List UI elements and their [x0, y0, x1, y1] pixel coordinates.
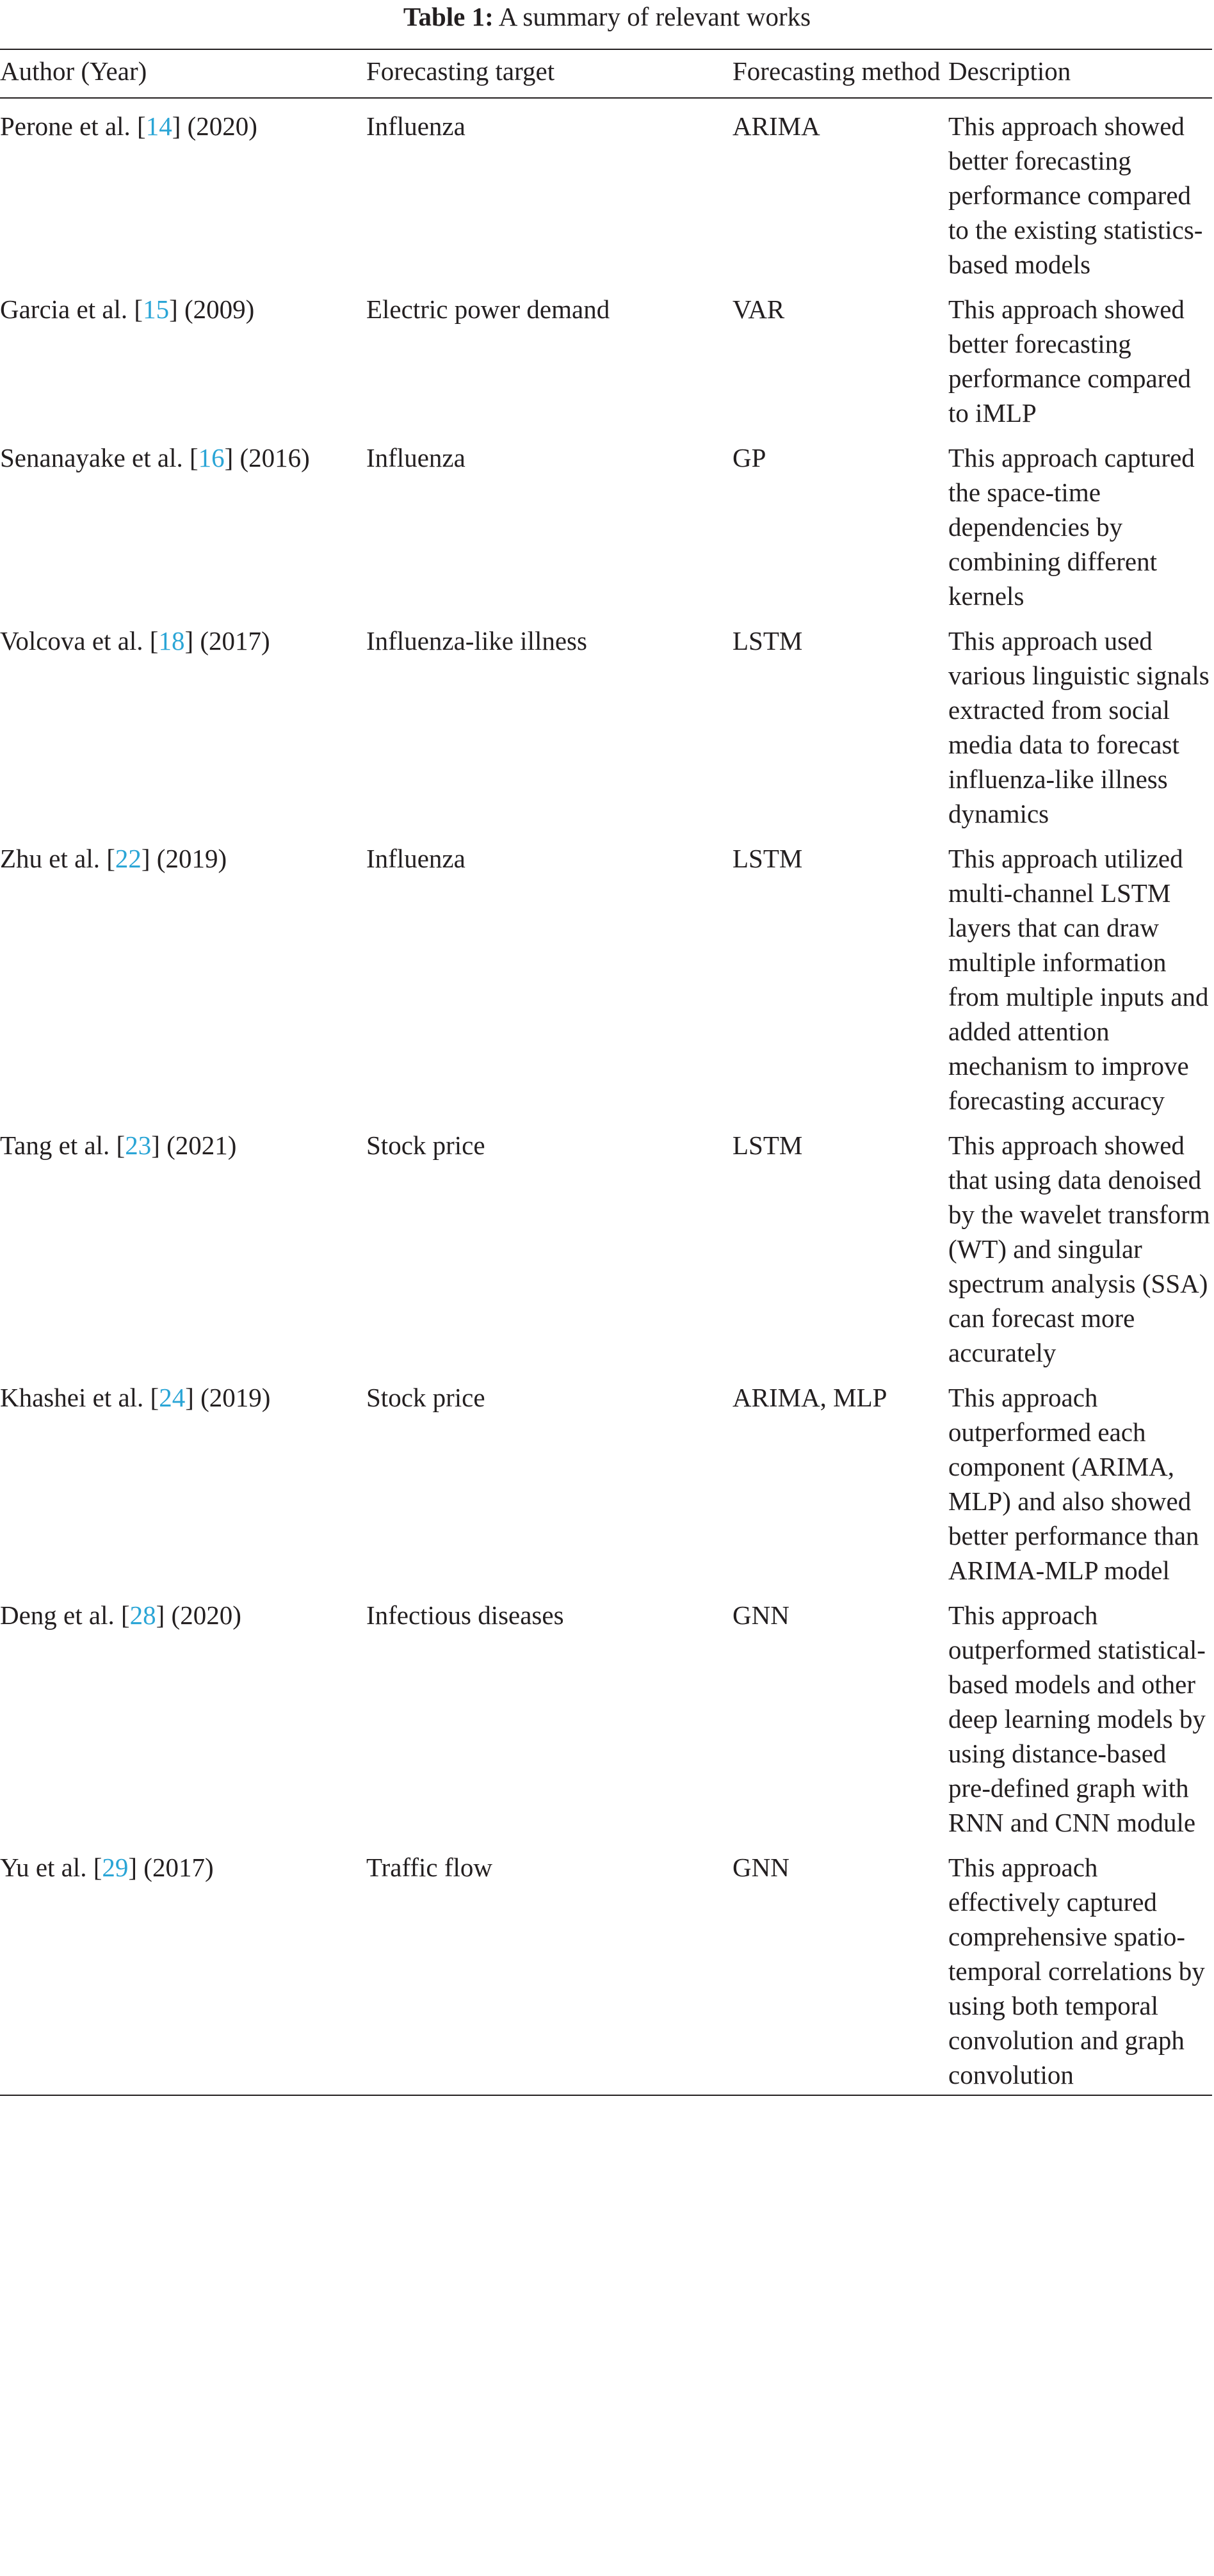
relevant-works-table [0, 49, 1212, 2096]
cell-forecasting-method: ARIMA [732, 111, 820, 141]
cell-forecasting-method: LSTM [732, 1131, 803, 1160]
cell-forecasting-target: Traffic flow [366, 1853, 493, 1882]
cell-description: This approach showed that using data denoised by the wavelet transform (WT) and singular spectrum analysis (SSA) can forecast more accurately [948, 1131, 1210, 1367]
table-row [0, 430, 1212, 613]
table-row [0, 1118, 1212, 1370]
cell-forecasting-target: Infectious diseases [366, 1600, 564, 1630]
cell-author-year [0, 430, 366, 613]
cell-forecasting-target: Influenza [366, 443, 465, 472]
table-row [0, 282, 1212, 430]
cell-author-year [0, 1370, 366, 1588]
cell-author-year [0, 831, 366, 1118]
citation-link[interactable]: 16 [198, 443, 225, 472]
cell-forecasting-method: GP [732, 443, 766, 472]
cell-forecasting-method: ARIMA, MLP [732, 1383, 887, 1412]
cell-author-year [0, 282, 366, 430]
cell-author-year [0, 98, 366, 282]
author-name: Khashei et al. [ [0, 1383, 159, 1412]
table-row [0, 1840, 1212, 2095]
table-header-row [0, 49, 1212, 98]
citation-link[interactable]: 23 [125, 1131, 152, 1160]
publication-year: ] (2017) [184, 626, 270, 656]
cell-description: This approach outperformed each component (ARIMA, MLP) and also showed better performance than ARIMA-MLP model [948, 1383, 1199, 1585]
header-forecasting-method: Forecasting method [732, 56, 941, 86]
author-name: Yu et al. [ [0, 1853, 102, 1882]
publication-year: ] (2016) [224, 443, 310, 472]
citation-link[interactable]: 29 [102, 1853, 129, 1882]
author-name: Volcova et al. [ [0, 626, 159, 656]
citation-link[interactable]: 14 [145, 111, 172, 141]
cell-forecasting-target: Influenza [366, 844, 465, 873]
table-row [0, 98, 1212, 282]
cell-description: This approach utilized multi-channel LSTM layers that can draw multiple information from multiple inputs and added attention mechanism to improve forecasting accuracy [948, 844, 1209, 1115]
cell-description: This approach captured the space-time dependencies by combining different kernels [948, 443, 1195, 611]
author-name: Tang et al. [ [0, 1131, 125, 1160]
table-caption-label: Table 1: [403, 2, 494, 31]
table-row [0, 613, 1212, 831]
cell-forecasting-target: Electric power demand [366, 294, 610, 324]
citation-link[interactable]: 15 [143, 294, 170, 324]
publication-year: ] (2020) [156, 1600, 241, 1630]
cell-author-year [0, 1118, 366, 1370]
author-name: Deng et al. [ [0, 1600, 130, 1630]
citation-link[interactable]: 22 [115, 844, 142, 873]
cell-forecasting-target: Influenza [366, 111, 465, 141]
publication-year: ] (2019) [185, 1383, 271, 1412]
publication-year: ] (2009) [169, 294, 255, 324]
citation-link[interactable]: 28 [129, 1600, 156, 1630]
author-name: Garcia et al. [ [0, 294, 143, 324]
cell-description: This approach outperformed statistical-based models and other deep learning models by using distance-based pre-defined graph with RNN and CNN module [948, 1600, 1206, 1837]
cell-description: This approach used various linguistic signals extracted from social media data to forecast influenza-like illness dynamics [948, 626, 1210, 828]
cell-author-year [0, 613, 366, 831]
cell-forecasting-target: Stock price [366, 1383, 485, 1412]
header-author-year: Author (Year) [0, 56, 147, 86]
author-name: Perone et al. [ [0, 111, 146, 141]
publication-year: ] (2021) [151, 1131, 237, 1160]
header-description: Description [948, 56, 1071, 86]
author-name: Senanayake et al. [ [0, 443, 198, 472]
cell-forecasting-target: Influenza-like illness [366, 626, 587, 656]
cell-forecasting-method: VAR [732, 294, 785, 324]
table-row [0, 1588, 1212, 1840]
publication-year: ] (2020) [172, 111, 257, 141]
table-row [0, 831, 1212, 1118]
table-caption-text: A summary of relevant works [498, 2, 811, 31]
table-caption [0, 1, 1214, 32]
publication-year: ] (2019) [141, 844, 227, 873]
cell-description: This approach effectively captured comprehensive spatio-temporal correlations by using both temporal convolution and graph convolution [948, 1853, 1205, 2089]
header-forecasting-target: Forecasting target [366, 56, 555, 86]
cell-forecasting-method: LSTM [732, 844, 803, 873]
cell-author-year [0, 1840, 366, 2095]
cell-description: This approach showed better forecasting performance compared to the existing statistics-based models [948, 111, 1203, 279]
table-row [0, 1370, 1212, 1588]
cell-forecasting-target: Stock price [366, 1131, 485, 1160]
cell-author-year [0, 1588, 366, 1840]
author-name: Zhu et al. [ [0, 844, 115, 873]
publication-year: ] (2017) [128, 1853, 214, 1882]
cell-description: This approach showed better forecasting performance compared to iMLP [948, 294, 1192, 428]
citation-link[interactable]: 24 [159, 1383, 186, 1412]
cell-forecasting-method: GNN [732, 1853, 789, 1882]
cell-forecasting-method: GNN [732, 1600, 789, 1630]
cell-forecasting-method: LSTM [732, 626, 803, 656]
citation-link[interactable]: 18 [158, 626, 185, 656]
